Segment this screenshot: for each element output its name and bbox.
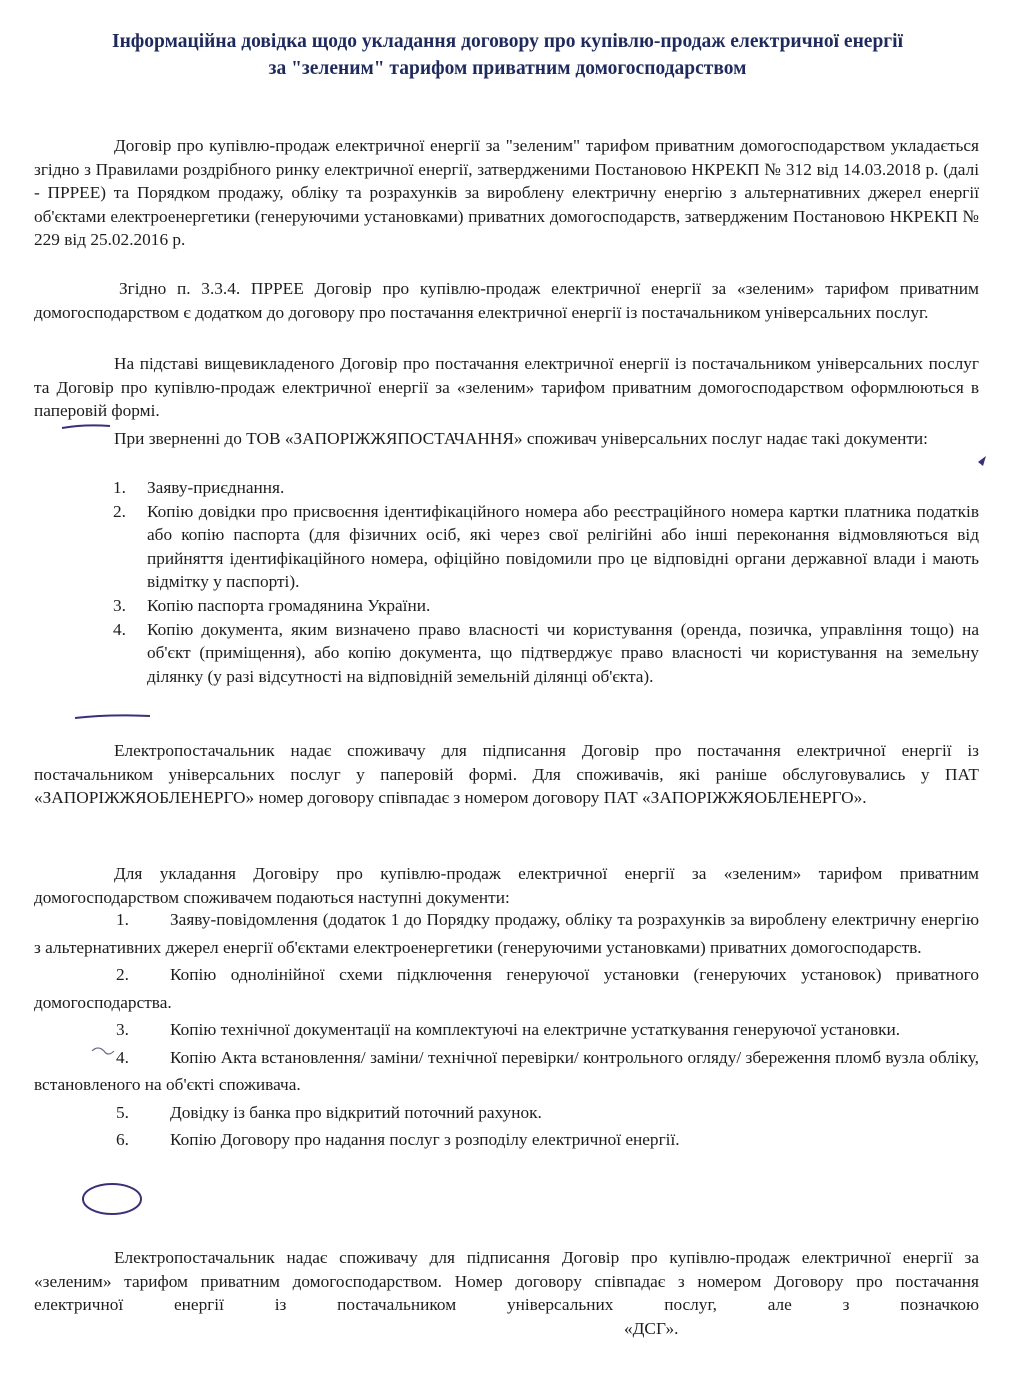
list-item	[34, 906, 979, 961]
list-item	[34, 500, 979, 594]
list-item-text: Заяву-приєднання.	[147, 478, 285, 497]
paragraph-documents-intro	[34, 427, 979, 451]
list-item-number: 6.	[116, 1130, 129, 1149]
list-item-text: Копію Акта встановлення/ заміни/ технічної перевірки/ контрольного огляду/ збереження пломб вузла обліку, встановленого на об'єкті споживача.	[34, 1047, 979, 1094]
list-item-text: Довідку із банка про відкритий поточний рахунок.	[170, 1102, 542, 1122]
list-item	[34, 1044, 979, 1099]
paragraph-green-contract	[34, 1246, 979, 1340]
paragraph-green-documents-intro-text: Для укладання Договіру про купівлю-продаж електричної енергії за «зеленим» тарифом приватним домогосподарством споживачем подаються наступні документи:	[34, 864, 979, 907]
list-item	[34, 961, 979, 1016]
paragraph-supplier-contract-text: Електропостачальник надає споживачу для підписання Договір про постачання електричної енергії із постачальником універсальних послуг у паперовій формі. Для споживачів, які раніше обслуговувались у ПАТ «ЗАПОРІЖЖЯОБЛЕНЕРГО» номер договору співпадає з номером договору ПАТ «ЗАПОРІЖЖЯОБЛЕНЕРГО».	[34, 741, 979, 808]
list-item-text: Копію Договору про надання послуг з розподілу електричної енергії.	[170, 1130, 680, 1149]
ink-circle-mark	[83, 1184, 141, 1214]
list-item-text: Копію документа, яким визначено право власності чи користування (оренда, позичка, управління тощо) на об'єкт (приміщення), або копію документа, що підтверджує право власності чи користування на земельну ділянку (у разі відсутності на відповідній земельній ділянці об'єкта).	[147, 619, 979, 686]
list-item-text: Копію однолінійної схеми підключення генеруючої установки (генеруючих установок) приватного домогосподарства.	[34, 965, 979, 1012]
paragraph-appendix-text: Згідно п. 3.3.4. ПРРЕЕ Договір про купівлю-продаж електричної енергії за «зеленим» тарифом приватним домогосподарством є додатком до договору про постачання електричної енергії із постачальником універсальних послуг.	[34, 279, 979, 322]
paragraph-legal-basis	[34, 134, 979, 252]
list-item	[34, 1099, 979, 1127]
list-item	[34, 618, 979, 689]
document-title	[20, 28, 995, 82]
documents-list-universal	[34, 476, 979, 688]
list-item-number: 2.	[116, 965, 129, 984]
list-item-number: 4.	[113, 619, 126, 639]
ink-underline-mark-2	[75, 715, 150, 718]
paragraph-appendix	[34, 277, 979, 324]
paragraph-green-contract-text: Електропостачальник надає споживачу для підписання Договір про купівлю-продаж електричної енергії за «зеленим» тарифом приватним домогосподарством. Номер договору співпадає з номером Договору про постачання електричної енергії із постачальником універсальних послуг, але з позначкою	[34, 1248, 979, 1315]
list-item-number: 5.	[116, 1102, 129, 1122]
paragraph-legal-basis-text: Договір про купівлю-продаж електричної енергії за "зеленим" тарифом приватним домогосподарством укладається згідно з Правилами роздрібного ринку електричної енергії, затвердженими Постановою НКРЕКП № 312 від 14.03.2018 р. (далі - ПРРЕЕ) та Порядком продажу, обліку та розрахунків за вироблену електричну енергію з альтернативних джерел енергії об'єктами електроенергетики (генеруючими установками) приватних домогосподарств, затвердженим Постановою НКРЕКП № 229 від 25.02.2016 р.	[34, 136, 979, 250]
paragraph-documents-intro-text: При зверненні до ТОВ «ЗАПОРІЖЖЯПОСТАЧАННЯ» споживач універсальних послуг надає такі документи:	[114, 429, 928, 448]
list-item-number: 1.	[113, 478, 126, 497]
paragraph-supplier-contract	[34, 739, 979, 810]
list-item-number: 3.	[113, 595, 126, 615]
paragraph-paper-form	[34, 352, 979, 423]
title-line-1: Інформаційна довідка щодо укладання договору про купівлю-продаж електричної енергії	[111, 31, 904, 52]
list-item	[34, 476, 979, 500]
list-item-text: Заяву-повідомлення (додаток 1 до Порядку продажу, обліку та розрахунків за вироблену електричну енергію з альтернативних джерел енергії об'єктами електроенергетики (генеруючими установками) приватних домогосподарств.	[34, 910, 979, 957]
list-item	[34, 1016, 979, 1044]
title-line-2: за "зеленим" тарифом приватним домогосподарством	[268, 58, 747, 79]
paragraph-green-documents-intro	[34, 862, 979, 909]
documents-list-green-tariff	[34, 906, 979, 1154]
list-item-number: 3.	[116, 1020, 129, 1039]
list-item-number: 1.	[116, 910, 129, 929]
list-item	[34, 1126, 979, 1154]
list-item-text: Копію паспорта громадянина України.	[147, 595, 431, 615]
list-item	[34, 594, 979, 618]
ink-tick-mark	[978, 456, 986, 466]
paragraph-paper-form-text: На підставі вищевикладеного Договір про постачання електричної енергії із постачальником універсальних послуг та Договір про купівлю-продаж електричної енергії за «зеленим» тарифом приватним домогосподарством оформлюються в паперовій формі.	[34, 354, 979, 421]
list-item-number: 4.	[116, 1047, 129, 1067]
list-item-number: 2.	[113, 501, 126, 521]
dsg-mark: «ДСГ».	[624, 1318, 679, 1338]
list-item-text: Копію довідки про присвоєння ідентифікаційного номера або реєстраційного номера картки платника податків або копію паспорта (для фізичних осіб, які через свої релігійні або інші переконання відмовляються від прийняття ідентифікаційного номера, офіційно повідомили про це відповідні органи державної влади і мають відмітку у паспорті).	[147, 501, 979, 592]
list-item-text: Копію технічної документації на комплектуючі на електричне устаткування генеруючої установки.	[170, 1020, 901, 1039]
